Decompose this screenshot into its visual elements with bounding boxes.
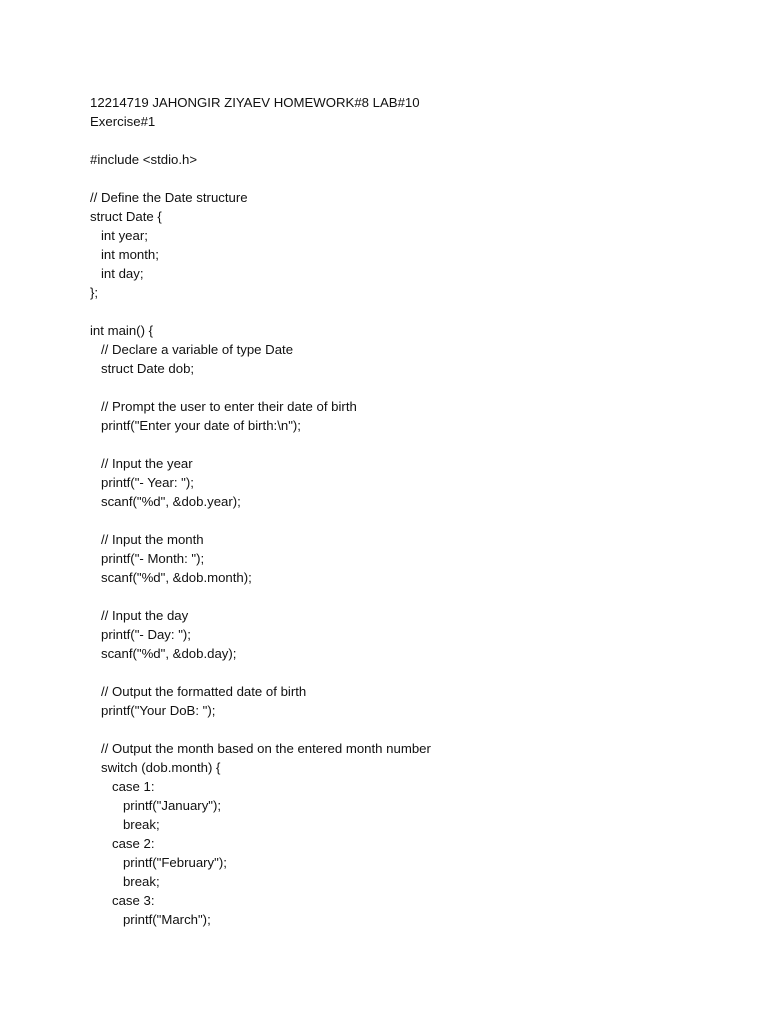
code-line: int main() {: [90, 323, 154, 338]
code-line: [90, 378, 730, 397]
code-line: printf("- Day: ");: [90, 627, 191, 642]
code-line: break;: [90, 874, 160, 889]
code-line: // Declare a variable of type Date: [90, 342, 294, 357]
code-line: int year;: [90, 228, 148, 243]
code-line: // Output the formatted date of birth: [90, 684, 307, 699]
document-title: 12214719 JAHONGIR ZIYAEV HOMEWORK#8 LAB#10: [90, 95, 420, 110]
document-body: [90, 93, 730, 929]
code-line: case 3:: [90, 893, 155, 908]
code-line: // Prompt the user to enter their date of birth: [90, 399, 357, 414]
code-line: printf("March");: [90, 912, 211, 927]
code-line: printf("February");: [90, 855, 227, 870]
code-line: [90, 435, 730, 454]
code-line: };: [90, 285, 99, 300]
exercise-heading: Exercise#1: [90, 114, 156, 129]
code-line: case 2:: [90, 836, 155, 851]
code-line: printf("- Month: ");: [90, 551, 205, 566]
code-line: // Input the day: [90, 608, 189, 623]
code-line: printf("Your DoB: ");: [90, 703, 216, 718]
code-line: scanf("%d", &dob.month);: [90, 570, 252, 585]
code-line: [90, 720, 730, 739]
code-line: // Input the month: [90, 532, 204, 547]
code-line: [90, 302, 730, 321]
code-line: [90, 511, 730, 530]
code-line: printf("- Year: ");: [90, 475, 194, 490]
code-line: printf("January");: [90, 798, 222, 813]
code-line: switch (dob.month) {: [90, 760, 221, 775]
code-line: scanf("%d", &dob.day);: [90, 646, 237, 661]
code-line: [90, 131, 730, 150]
code-line: printf("Enter your date of birth:\n");: [90, 418, 301, 433]
code-line: [90, 663, 730, 682]
code-line: [90, 587, 730, 606]
code-line: int day;: [90, 266, 144, 281]
code-line: // Output the month based on the entered month number: [90, 741, 431, 756]
code-line: // Define the Date structure: [90, 190, 248, 205]
code-line: break;: [90, 817, 160, 832]
code-line: struct Date {: [90, 209, 162, 224]
code-line: // Input the year: [90, 456, 193, 471]
code-line: case 1:: [90, 779, 155, 794]
code-line: int month;: [90, 247, 159, 262]
code-line: #include <stdio.h>: [90, 152, 198, 167]
code-line: scanf("%d", &dob.year);: [90, 494, 241, 509]
code-line: [90, 169, 730, 188]
code-line: struct Date dob;: [90, 361, 195, 376]
